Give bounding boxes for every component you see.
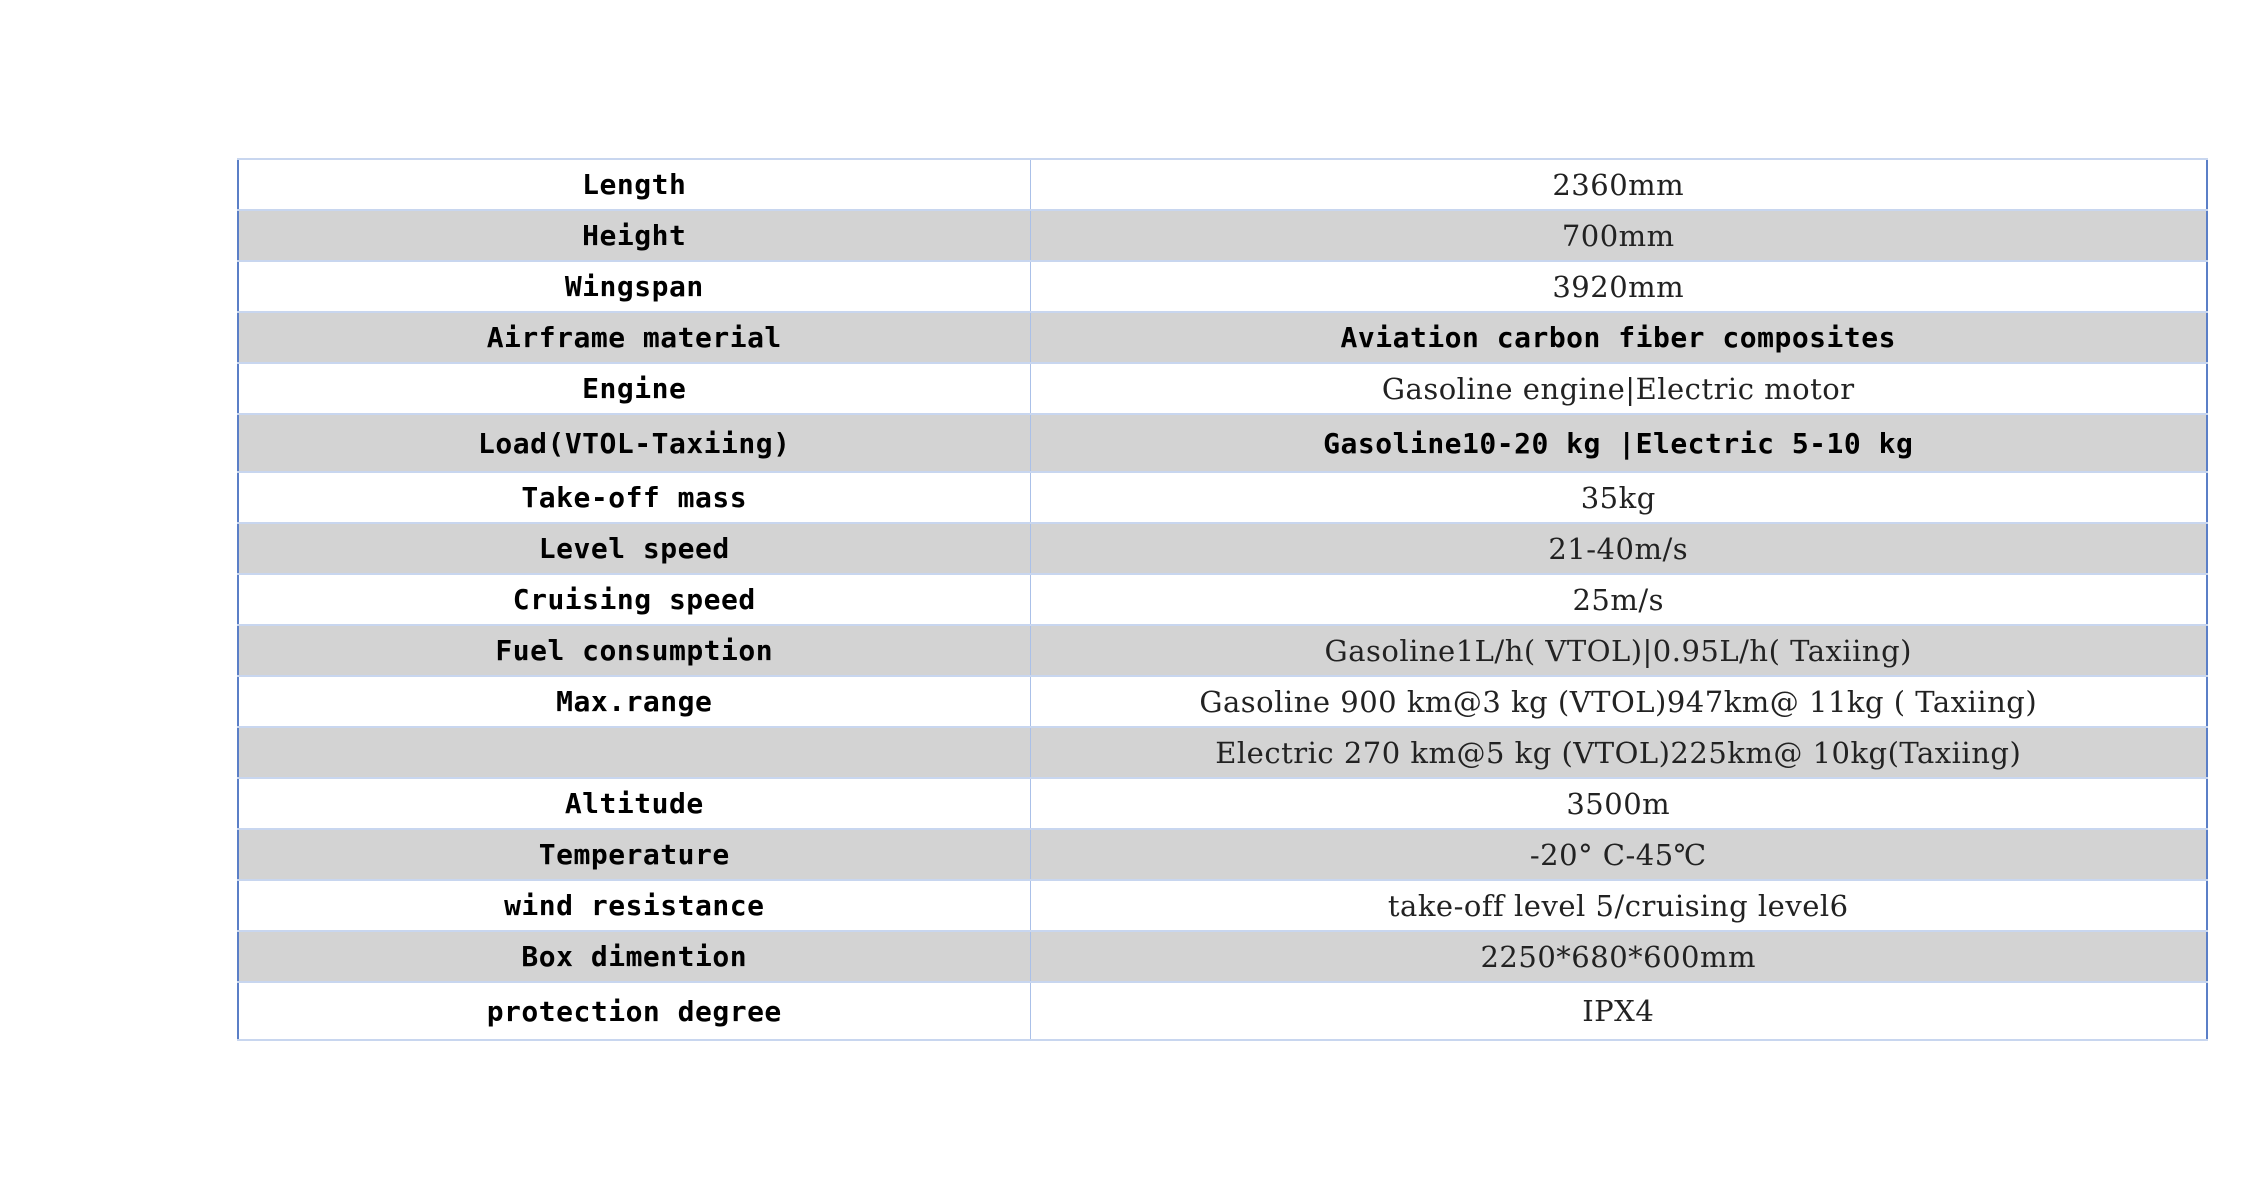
table-row xyxy=(238,676,2207,727)
spec-label-empty xyxy=(238,727,1030,778)
table-row xyxy=(238,982,2207,1040)
spec-label-engine: Engine xyxy=(238,363,1030,414)
spec-label-wingspan: Wingspan xyxy=(238,261,1030,312)
spec-value-wingspan: 3920mm xyxy=(1030,261,2207,312)
spec-label-cruising-speed: Cruising speed xyxy=(238,574,1030,625)
table-row xyxy=(238,414,2207,472)
table-row xyxy=(238,625,2207,676)
spec-value-wind-resistance: take-off level 5/cruising level6 xyxy=(1030,880,2207,931)
spec-value-height: 700mm xyxy=(1030,210,2207,261)
spec-value-altitude: 3500m xyxy=(1030,778,2207,829)
spec-label-max-range: Max.range xyxy=(238,676,1030,727)
spec-value-box-dimention: 2250*680*600mm xyxy=(1030,931,2207,982)
spec-value-takeoff-mass: 35kg xyxy=(1030,472,2207,523)
table-row xyxy=(238,159,2207,210)
table-row xyxy=(238,574,2207,625)
table-row xyxy=(238,727,2207,778)
spec-value-protection-degree: IPX4 xyxy=(1030,982,2207,1040)
table-row xyxy=(238,829,2207,880)
table-row xyxy=(238,312,2207,363)
spec-label-wind-resistance: wind resistance xyxy=(238,880,1030,931)
table-row xyxy=(238,261,2207,312)
spec-value-engine: Gasoline engine|Electric motor xyxy=(1030,363,2207,414)
table-row xyxy=(238,363,2207,414)
table-row xyxy=(238,523,2207,574)
table-row xyxy=(238,880,2207,931)
spec-value-fuel-consumption: Gasoline1L/h( VTOL)|0.95L/h( Taxiing) xyxy=(1030,625,2207,676)
spec-label-length: Length xyxy=(238,159,1030,210)
spec-value-level-speed: 21-40m/s xyxy=(1030,523,2207,574)
spec-label-protection-degree: protection degree xyxy=(238,982,1030,1040)
table-row xyxy=(238,472,2207,523)
spec-table xyxy=(237,158,2208,1041)
spec-value-load: Gasoline10-20 kg |Electric 5-10 kg xyxy=(1030,414,2207,472)
spec-label-load: Load(VTOL-Taxiing) xyxy=(238,414,1030,472)
spec-label-takeoff-mass: Take-off mass xyxy=(238,472,1030,523)
spec-label-level-speed: Level speed xyxy=(238,523,1030,574)
spec-label-height: Height xyxy=(238,210,1030,261)
table-row xyxy=(238,210,2207,261)
spec-label-fuel-consumption: Fuel consumption xyxy=(238,625,1030,676)
spec-value-max-range-electric: Electric 270 km@5 kg (VTOL)225km@ 10kg(Taxiing) xyxy=(1030,727,2207,778)
spec-value-max-range-gasoline: Gasoline 900 km@3 kg (VTOL)947km@ 11kg ( Taxiing) xyxy=(1030,676,2207,727)
spec-label-temperature: Temperature xyxy=(238,829,1030,880)
table-row xyxy=(238,778,2207,829)
spec-value-temperature: -20° C-45℃ xyxy=(1030,829,2207,880)
spec-label-box-dimention: Box dimention xyxy=(238,931,1030,982)
spec-value-cruising-speed: 25m/s xyxy=(1030,574,2207,625)
table-row xyxy=(238,931,2207,982)
spec-label-airframe-material: Airframe material xyxy=(238,312,1030,363)
spec-value-length: 2360mm xyxy=(1030,159,2207,210)
spec-label-altitude: Altitude xyxy=(238,778,1030,829)
spec-value-airframe-material: Aviation carbon fiber composites xyxy=(1030,312,2207,363)
